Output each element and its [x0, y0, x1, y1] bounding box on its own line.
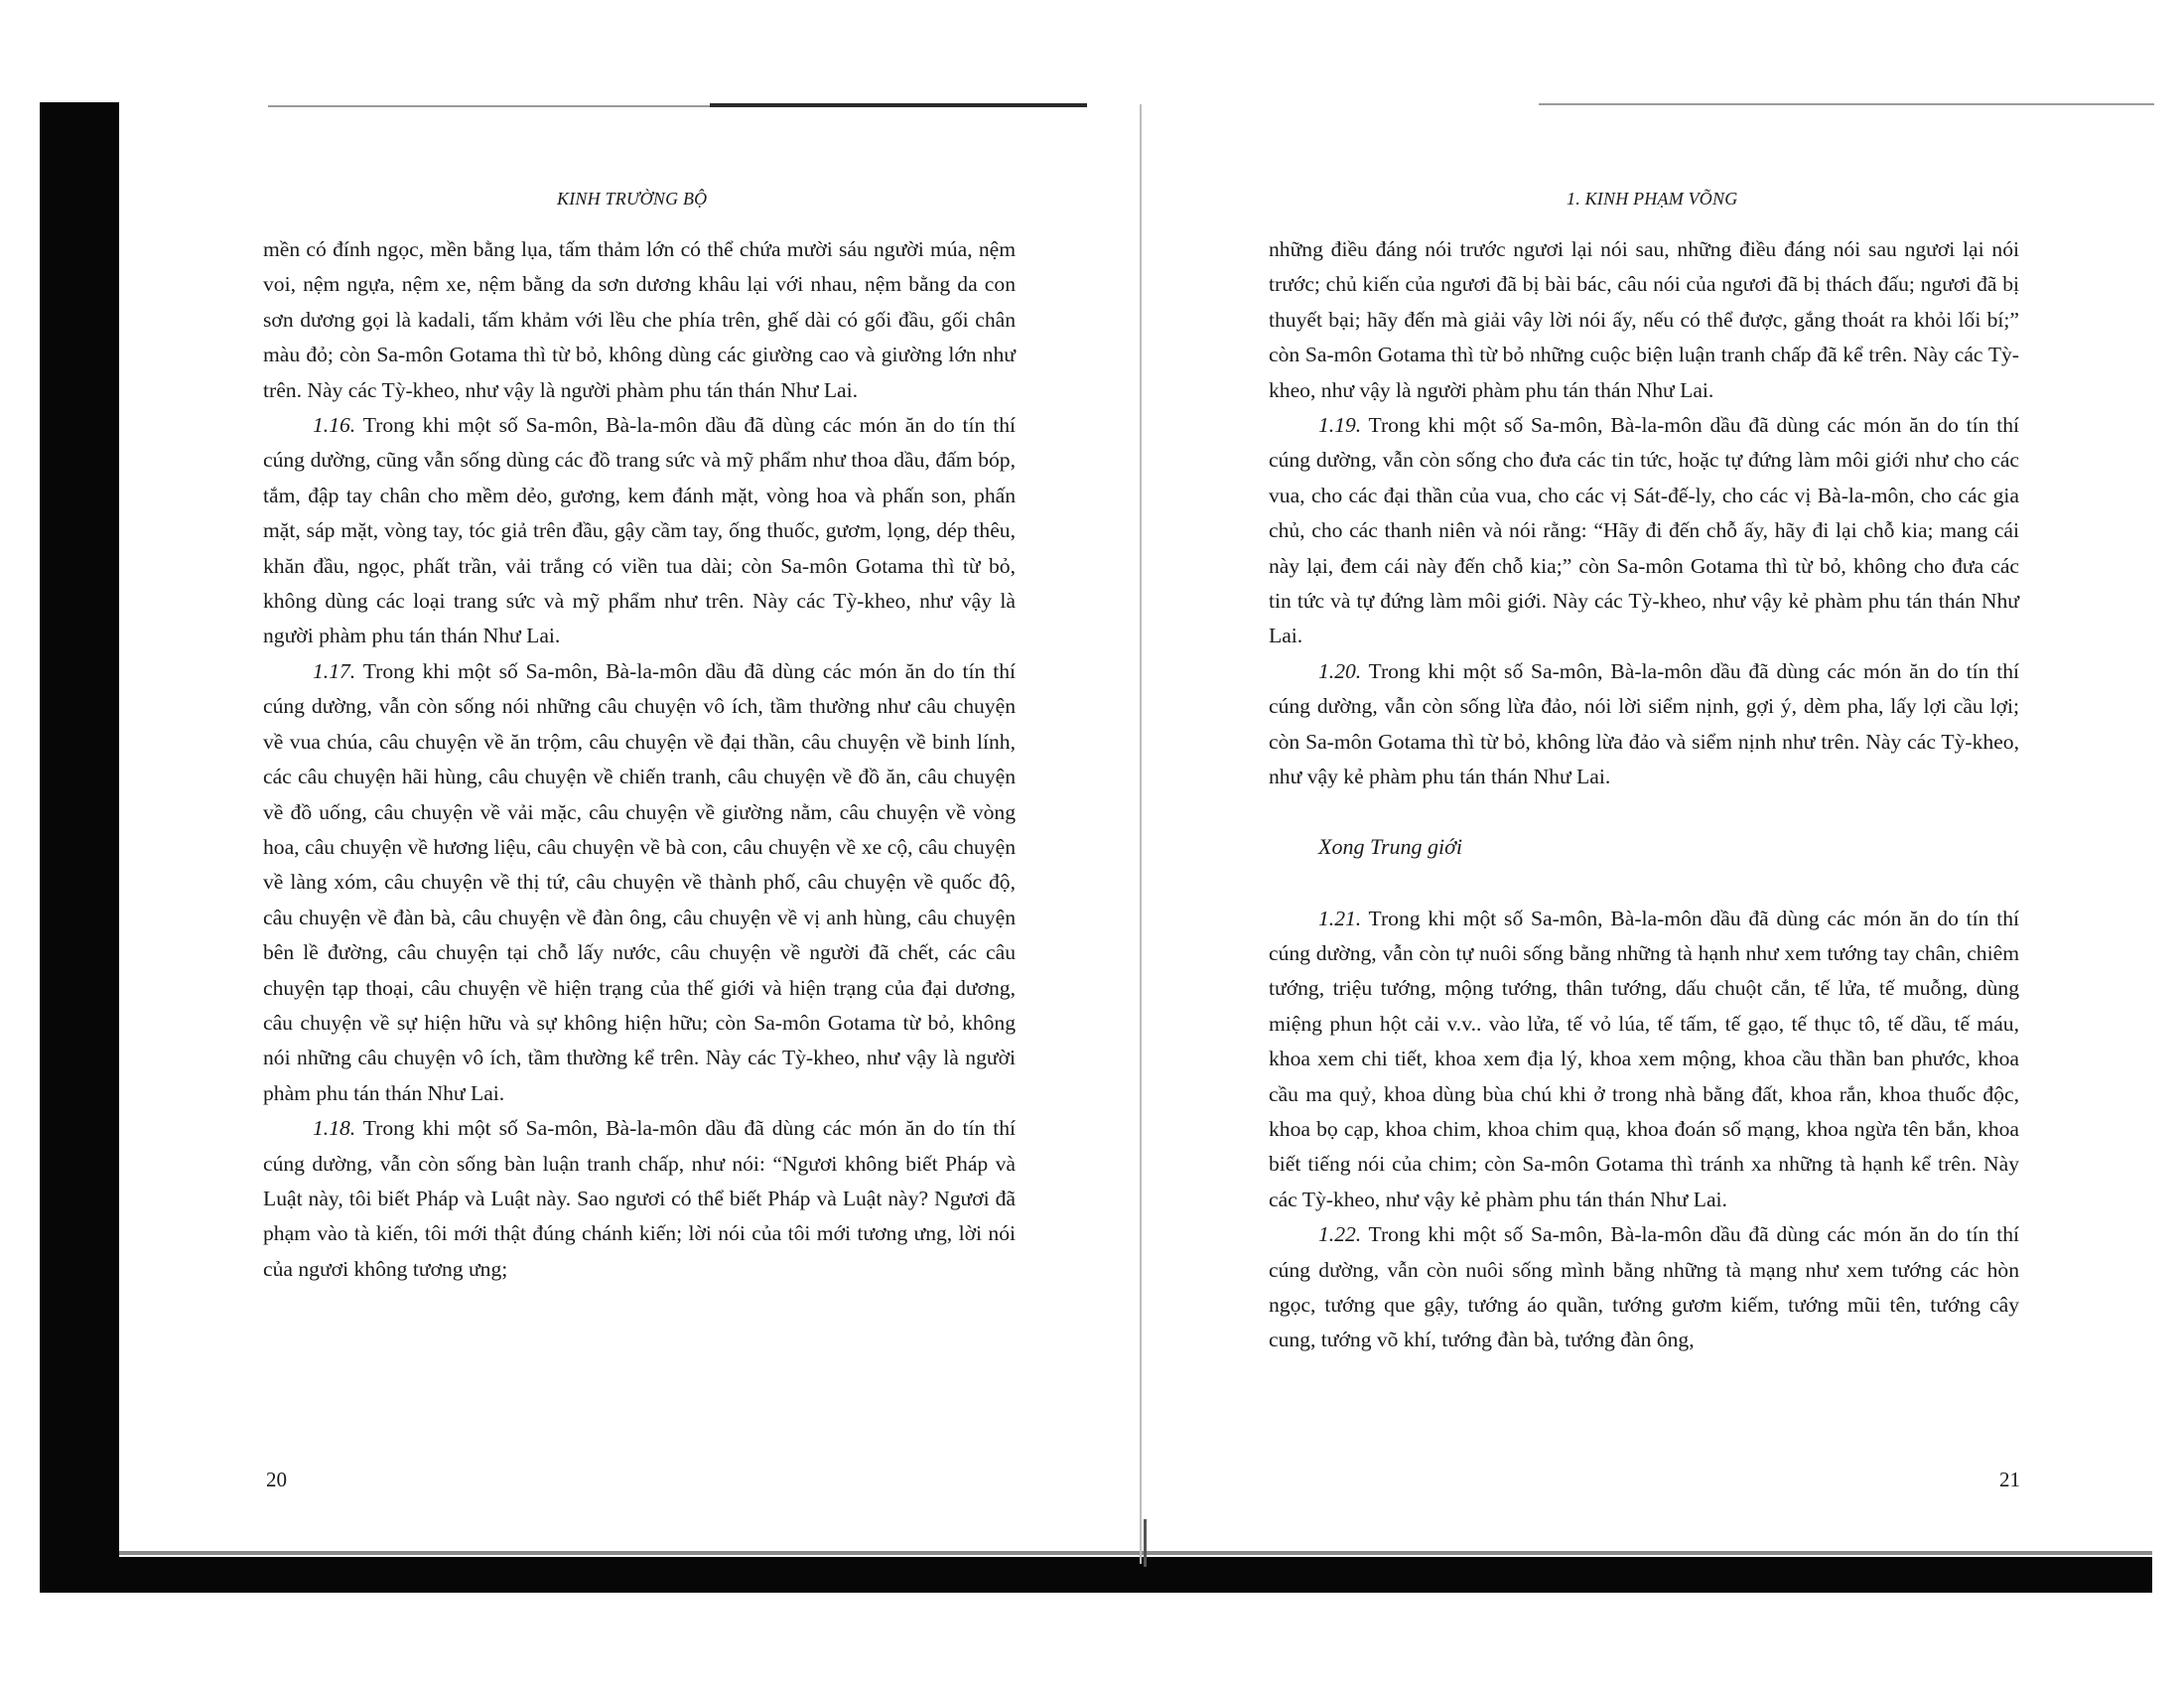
paragraph-1-22: 1.22. Trong khi một số Sa-môn, Bà-la-môn dầu đã dùng các món ăn do tín thí cúng dường, vẫn còn nuôi sống mình bằng những tà mạng như xem tướng các hòn ngọc, tướng que gậy, tướng áo quần, tướng gươm kiếm, tướng mũi tên, tướng cây cung, tướng võ khí, tướng đàn bà, tướng đàn ông, [1269, 1222, 2019, 1352]
paragraph-number: 1.18. [313, 1116, 356, 1141]
paragraph-continued: những điều đáng nói trước ngươi lại nói sau, những điều đáng nói sau ngươi lại nói trước; chủ kiến của ngươi đã bị bài bác, câu nói của ngươi đã bị thách đấu; ngươi đã bị thuyết bại; hãy đến mà giải vây lời nói ấy, nếu có thể được, gắng thoát ra khỏi lối bí;” còn Sa-môn Gotama thì từ bỏ những cuộc biện luận tranh chấp đã kể trên. Này các Tỳ-kheo, như vậy là người phàm phu tán thán Như Lai. [1269, 237, 2019, 402]
paragraph-number: 1.22. [1318, 1222, 1362, 1247]
paragraph-1-20: 1.20. Trong khi một số Sa-môn, Bà-la-môn dầu đã dùng các món ăn do tín thí cúng dường, vẫn còn sống lừa đảo, nói lời siểm nịnh, gợi ý, dèm pha, lấy lợi cầu lợi; còn Sa-môn Gotama thì từ bỏ, không lừa đảo và siểm nịnh như trên. Này các Tỳ-kheo, như vậy kẻ phàm phu tán thán Như Lai. [1269, 658, 2019, 789]
left-running-head: KINH TRƯỜNG BỘ [557, 189, 708, 209]
scan-bottom-shadow [40, 1557, 2152, 1593]
scan-top-rule-left [268, 105, 710, 107]
right-page-number: 21 [1999, 1468, 2020, 1491]
left-body-text [263, 232, 1016, 1287]
scan-left-shadow [40, 102, 119, 1592]
paragraph-1-21: 1.21. Trong khi một số Sa-môn, Bà-la-môn dầu đã dùng các món ăn do tín thí cúng dường, vẫn còn tự nuôi sống bằng những tà hạnh như xem tướng tay chân, chiêm tướng, triệu tướng, mộng tướng, thân tướng, dấu chuột cắn, tế lửa, tế muỗng, dùng miệng phun hột cải v.v.. vào lửa, tế vỏ lúa, tế tấm, tế gạo, tế thục tô, tế dầu, tế máu, khoa xem chi tiết, khoa xem địa lý, khoa xem mộng, khoa cầu thần ban phước, khoa cầu ma quỷ, khoa dùng bùa chú khi ở trong nhà bằng đất, khoa rắn, khoa thuốc độc, khoa bọ cạp, khoa chim, khoa chim quạ, khoa đoán số mạng, khoa ngừa tên bắn, khoa biết tiếng nói của chim; còn Sa-môn Gotama thì tránh xa những tà hạnh kể trên. Này các Tỳ-kheo, như vậy kẻ phàm phu tán thán Như Lai. [1269, 906, 2019, 1211]
right-page [1269, 189, 2019, 1358]
scan-top-rule-right [1539, 103, 2154, 105]
paragraph-number: 1.21. [1318, 906, 1362, 930]
paragraph-continued: mền có đính ngọc, mền bằng lụa, tấm thảm lớn có thể chứa mười sáu người múa, nệm voi, nệm ngựa, nệm xe, nệm bằng da sơn dương khâu lại với nhau, nệm bằng da con sơn dương gọi là kadali, tấm khảm với lều che phía trên, ghế dài có gối đầu, gối chân màu đỏ; còn Sa-môn Gotama thì từ bỏ, không dùng các giường cao và giường lớn như trên. Này các Tỳ-kheo, như vậy là người phàm phu tán thán Như Lai. [263, 237, 1016, 402]
scan-top-rule-left-dark [710, 103, 1087, 107]
paragraph-number: 1.19. [1318, 413, 1362, 438]
section-title: Xong Trung giới [1318, 833, 1462, 859]
right-body-text [1269, 232, 2019, 1358]
scan-bottom-edge-line [119, 1551, 2152, 1555]
book-gutter-mark [1144, 1519, 1147, 1567]
right-running-head: 1. KINH PHẠM VÕNG [1567, 189, 1738, 209]
paragraph-1-19: 1.19. Trong khi một số Sa-môn, Bà-la-môn dầu đã dùng các món ăn do tín thí cúng dường, vẫn còn sống cho đưa các tin tức, hoặc tự đứng làm môi giới như cho các vua, cho các đại thần của vua, cho các vị Sát-đế-ly, cho các vị Bà-la-môn, cho các gia chủ, cho các thanh niên và nói rằng: “Hãy đi đến chỗ ấy, hãy đi lại chỗ kia; mang cái này lại, đem cái này đến chỗ kia;” còn Sa-môn Gotama thì từ bỏ, không cho đưa các tin tức và tự đứng làm môi giới. Này các Tỳ-kheo, như vậy kẻ phàm phu tán thán Như Lai. [1269, 413, 2019, 648]
paragraph-1-16: 1.16. Trong khi một số Sa-môn, Bà-la-môn dầu đã dùng các món ăn do tín thí cúng dường, cũng vẫn sống dùng các đồ trang sức và mỹ phẩm như thoa dầu, đấm bóp, tắm, đập tay chân cho mềm dẻo, gương, kem đánh mặt, vòng hoa và phấn son, phấn mặt, sáp mặt, vòng tay, tóc giả trên đầu, gậy cầm tay, ống thuốc, gươm, lọng, dép thêu, khăn đầu, ngọc, phất trần, vải trắng có viền tua dài; còn Sa-môn Gotama thì từ bỏ, không dùng các loại trang sức và mỹ phẩm như trên. Này các Tỳ-kheo, như vậy là người phàm phu tán thán Như Lai. [263, 413, 1016, 648]
paragraph-1-18: 1.18. Trong khi một số Sa-môn, Bà-la-môn dầu đã dùng các món ăn do tín thí cúng dường, vẫn còn sống bàn luận tranh chấp, như nói: “Ngươi không biết Pháp và Luật này, tôi biết Pháp và Luật này. Sao ngươi có thể biết Pháp và Luật này? Ngươi đã phạm vào tà kiến, tôi mới thật đúng chánh kiến; lời nói của tôi mới tương ưng, lời nói của ngươi không tương ưng; [263, 1116, 1016, 1281]
paragraph-number: 1.17. [313, 658, 356, 683]
book-gutter [1140, 104, 1142, 1564]
left-page [263, 189, 1016, 1287]
paragraph-number: 1.16. [313, 413, 356, 438]
left-page-number: 20 [266, 1468, 287, 1491]
paragraph-1-17: 1.17. Trong khi một số Sa-môn, Bà-la-môn dầu đã dùng các món ăn do tín thí cúng dường, vẫn còn sống nói những câu chuyện vô ích, tầm thường như câu chuyện về vua chúa, câu chuyện về ăn trộm, câu chuyện về đại thần, câu chuyện về binh lính, các câu chuyện hãi hùng, câu chuyện về chiến tranh, câu chuyện về đồ ăn, câu chuyện về đồ uống, câu chuyện về vải mặc, câu chuyện về giường nằm, câu chuyện về vòng hoa, câu chuyện về hương liệu, câu chuyện về bà con, câu chuyện về xe cộ, câu chuyện về làng xóm, câu chuyện về thị tứ, câu chuyện về thành phố, câu chuyện về quốc độ, câu chuyện về đàn bà, câu chuyện về đàn ông, câu chuyện về vị anh hùng, câu chuyện bên lề đường, câu chuyện tại chỗ lấy nước, câu chuyện về người đã chết, các câu chuyện tạp thoại, câu chuyện về hiện trạng của thế giới và hiện trạng của đại dương, câu chuyện về sự hiện hữu và sự không hiện hữu; còn Sa-môn Gotama từ bỏ, không nói những câu chuyện vô ích, tầm thường kể trên. Này các Tỳ-kheo, như vậy là người phàm phu tán thán Như Lai. [263, 658, 1016, 1105]
paragraph-number: 1.20. [1318, 658, 1362, 683]
